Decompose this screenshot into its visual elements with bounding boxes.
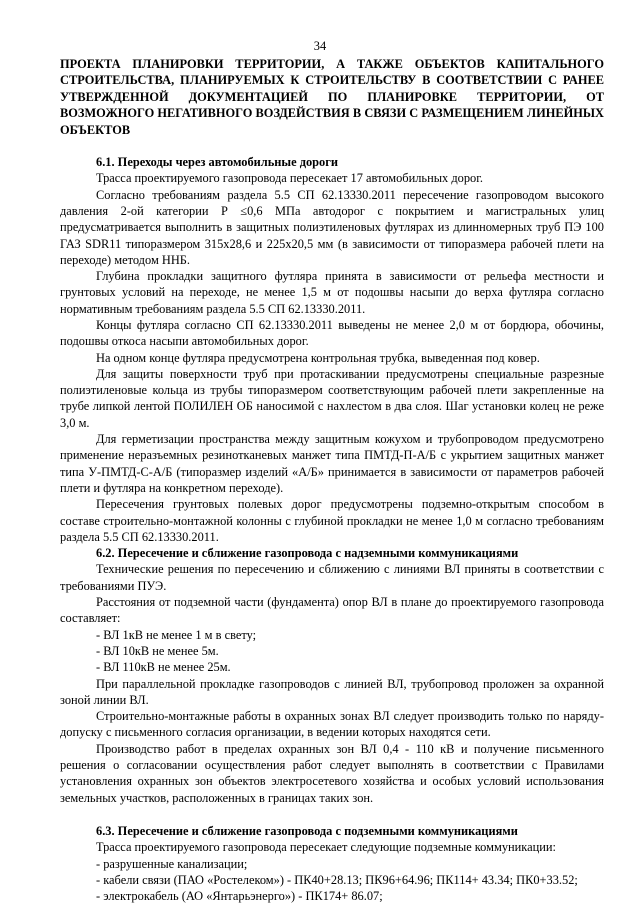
list-item: - ВЛ 110кВ не менее 25м. [96, 660, 231, 675]
list-item: - ВЛ 1кВ не менее 1 м в свету; [96, 627, 257, 642]
paragraph: Для герметизации пространства между защитным кожухом и трубопроводом предусмотрено применение неразъемных резинотканевых манжет типа ПМТД-П-А/Б с укрытием защитных манжет типа У-ПМТД-С-А/Б (типоразмер изделий «А/Б» принимается в зависимости от параметров рабочей плети и футляра на конкретном переходе). [60, 432, 604, 495]
paragraph: Пересечения грунтовых полевых дорог предусмотрены подземно-открытым способом в составе строительно-монтажной колонны с глубиной прокладки не менее 1,0 м согласно требованиям раздела 5.5 СП 62.13330.2011. [60, 497, 604, 544]
paragraph: На одном конце футляра предусмотрена контрольная трубка, выведенная под ковер. [96, 350, 540, 365]
page-content [60, 56, 604, 904]
paragraph: Расстояния от подземной части (фундамента) опор ВЛ в плане до проектируемого газопровода составляет: [60, 595, 604, 626]
paragraph: Технические решения по пересечению и сближению с линиями ВЛ приняты в соответствии с требованиями ПУЭ. [60, 562, 604, 593]
section-title: ПРОЕКТА ПЛАНИРОВКИ ТЕРРИТОРИИ, А ТАКЖЕ ОБЪЕКТОВ КАПИТАЛЬНОГО СТРОИТЕЛЬСТВА, ПЛАНИРУЕМЫХ К СТРОИТЕЛЬСТВУ В СООТВЕТСТВИИ С РАНЕЕ УТВЕРЖДЕННОЙ ДОКУМЕНТАЦИЕЙ ПО ПЛАНИРОВКЕ ТЕРРИТОРИИ, ОТ ВОЗМОЖНОГО НЕГАТИВНОГО ВОЗДЕЙСТВИЯ В СВЯЗИ С РАЗМЕЩЕНИЕМ ЛИНЕЙНЫХ ОБЪЕКТОВ [60, 57, 604, 137]
paragraph: Концы футляра согласно СП 62.13330.2011 выведены не менее 2,0 м от бордюра, обочины, подошвы откоса насыпи автомобильных дорог. [60, 318, 604, 349]
list-item: - кабели связи (ПАО «Ростелеком») - ПК40+28.13; ПК96+64.96; ПК114+ 43.34; ПК0+33.52; [96, 872, 578, 887]
page-number: 34 [313, 39, 327, 53]
paragraph: Согласно требованиям раздела 5.5 СП 62.13330.2011 пересечение газопроводом высокого давления 2-ой категории Р ≤0,6 МПа автодорог с покрытием и магистральных улиц предусматривается выполнить в защитных полиэтиленовых футлярах из длинномерных труб ПЭ 100 ГАЗ SDR11 типоразмером 315х28,6 и 225х20,5 мм (в зависимости от типоразмера рабочей плети на переходе) методом ННБ. [60, 187, 604, 267]
list-item: - разрушенные канализации; [96, 856, 248, 871]
heading-6-2: 6.2. Пересечение и сближение газопровода с надземными коммуникациями [96, 546, 519, 561]
paragraph: Для защиты поверхности труб при протаскивании предусмотрены специальные разрезные полиэтиленовые кольца из трубы типоразмером соответствующим рабочей плети закрепленные на трубе липкой лентой ПОЛИЛЕН ОБ наносимой с нахлестом в два слоя. Шаг установки колец не реже 3,0 м. [60, 366, 604, 430]
heading-6-1: 6.1. Переходы через автомобильные дороги [96, 155, 339, 170]
paragraph: Трасса проектируемого газопровода пересекает следующие подземные коммуникации: [96, 840, 556, 855]
heading-6-3: 6.3. Пересечение и сближение газопровода с подземными коммуникациями [96, 823, 518, 838]
list-item: - электрокабель (АО «Янтарьэнерго») - ПК174+ 86.07; [96, 889, 383, 904]
paragraph: Глубина прокладки защитного футляра принята в зависимости от рельефа местности и грунтовых условий на переходе, не менее 1,5 м от подошвы насыпи до верха футляра согласно нормативным требованиям раздела 5.5 СП 62.13330.2011. [60, 269, 604, 316]
paragraph: Трасса проектируемого газопровода пересекает 17 автомобильных дорог. [96, 171, 483, 186]
paragraph: Производство работ в пределах охранных зон ВЛ 0,4 - 110 кВ и получение письменного решения о согласовании осуществления работ следует выполнять в соответствии с Правилами установления охранных зон объектов электросетевого хозяйства и особых условий использования земельных участков, расположенных в границах таких зон. [60, 741, 604, 805]
list-item: - ВЛ 10кВ не менее 5м. [96, 643, 219, 658]
paragraph: При параллельной прокладке газопроводов с линией ВЛ, трубопровод проложен за охранной зоной линии ВЛ. [60, 676, 604, 707]
paragraph: Строительно-монтажные работы в охранных зонах ВЛ следует производить только по наряду-допуску с письменного согласия организации, в ведении которых находятся сети. [60, 709, 604, 740]
